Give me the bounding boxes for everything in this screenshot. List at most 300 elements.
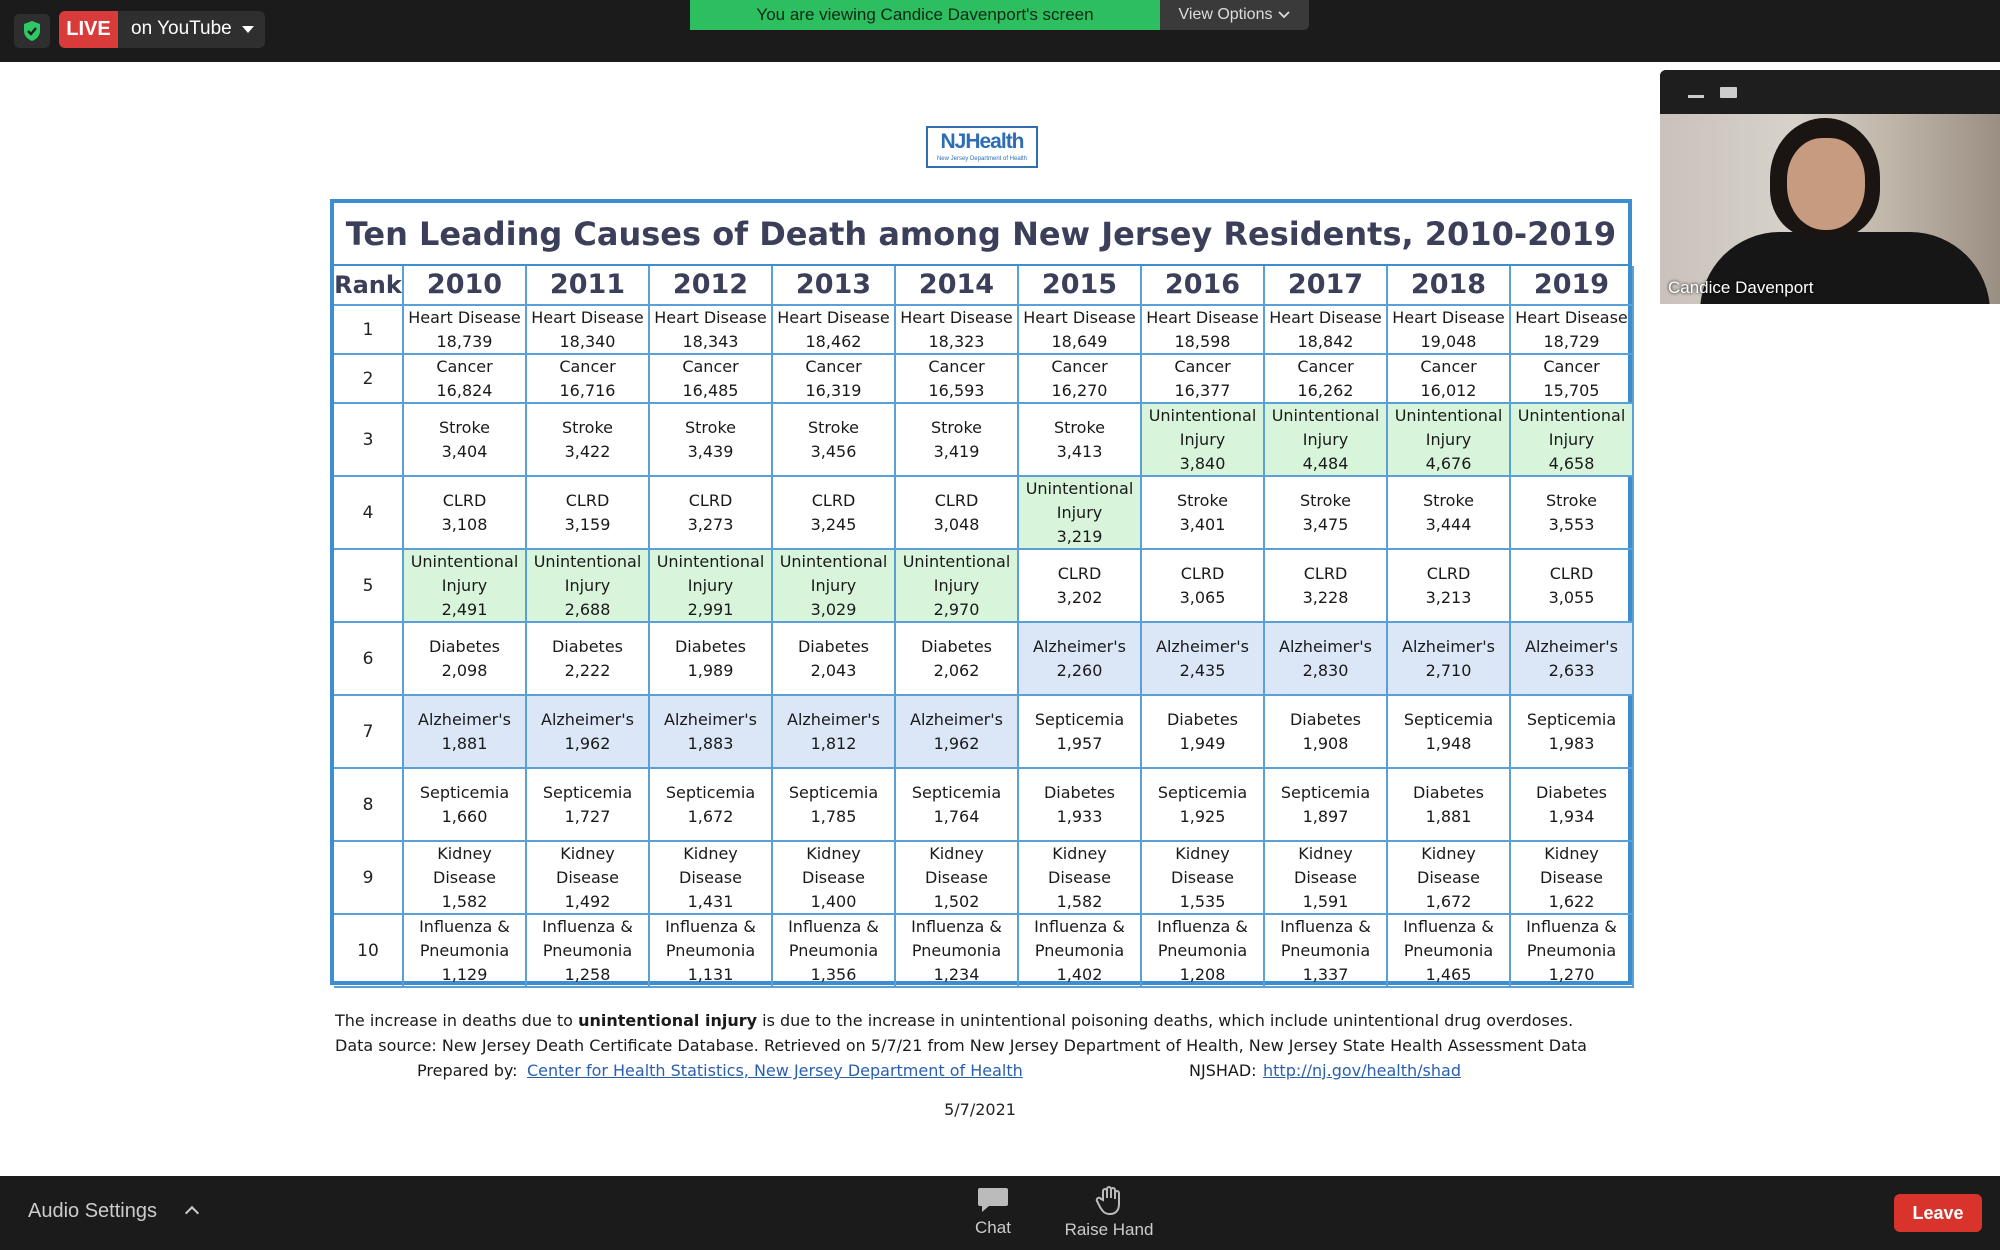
cause-name: Cancer [559,356,616,376]
cause-name: Heart Disease [900,307,1013,327]
cause-name: Diabetes [1412,782,1485,802]
death-count: 2,970 [933,599,980,619]
death-count: 3,401 [1179,514,1226,534]
death-count: 3,048 [933,514,980,534]
table-cell [527,404,650,477]
cause-name: Stroke [1054,417,1105,437]
table-cell [1019,623,1142,696]
chat-button[interactable] [938,1186,1048,1238]
table-cell [1019,306,1142,355]
cause-name: Septicemia [1526,709,1617,729]
note-line-3 [335,1058,1655,1083]
year-header: 2017 [1265,266,1388,306]
note-text: The increase in deaths due to [335,1011,579,1030]
video-panel-header [1660,70,2000,114]
cause-name: Alzheimer's [1525,636,1618,656]
table-cell [773,696,896,769]
cause-name: CLRD [1303,563,1348,583]
cause-name: Alzheimer's [1033,636,1126,656]
death-count: 1,622 [1548,891,1595,911]
cause-name: Diabetes [1043,782,1116,802]
prepared-by-label: Prepared by: [417,1061,518,1080]
note-bold-text: unintentional injury [578,1011,758,1030]
participant-name: Candice Davenport [1668,278,1814,297]
death-count: 18,649 [1051,331,1108,351]
cause-name: Diabetes [551,636,624,656]
table-cell [1142,355,1265,404]
cause-name: Cancer [928,356,985,376]
death-count: 1,131 [687,964,734,984]
death-count: 18,323 [928,331,985,351]
death-count: 1,337 [1302,964,1349,984]
cause-name: CLRD [811,490,856,510]
death-count: 1,208 [1179,964,1226,984]
death-count: 1,948 [1425,733,1472,753]
table-cell [1142,477,1265,550]
death-count: 16,485 [682,380,739,400]
year-header: 2013 [773,266,896,306]
death-count: 1,660 [441,806,488,826]
cause-name: Kidney Disease [556,843,619,887]
death-count: 4,658 [1548,453,1595,473]
cause-name: Kidney Disease [925,843,988,887]
death-count: 1,356 [810,964,857,984]
view-options-button[interactable] [1160,0,1309,30]
death-count: 1,591 [1302,891,1349,911]
note-line-2: Data source: New Jersey Death Certificate Database. Retrieved on 5/7/21 from New Jersey Department of Health, New Jersey State Health Assessment Data [335,1036,1587,1055]
leave-button[interactable]: Leave [1894,1194,1982,1232]
death-count: 2,062 [933,660,980,680]
cause-name: Diabetes [674,636,747,656]
death-count: 3,273 [687,514,734,534]
rank-cell: 10 [334,915,404,988]
top-toolbar [0,0,2000,62]
cause-name: Stroke [1300,490,1351,510]
death-count: 3,404 [441,441,488,461]
death-count: 16,262 [1297,380,1354,400]
cause-name: Heart Disease [777,307,890,327]
table-cell [1388,404,1511,477]
cause-name: Stroke [439,417,490,437]
table-cell [1511,623,1634,696]
death-count: 1,908 [1302,733,1349,753]
causes-of-death-table [330,199,1632,985]
death-count: 1,764 [933,806,980,826]
death-count: 3,422 [564,441,611,461]
death-count: 2,491 [441,599,488,619]
maximize-icon[interactable] [1720,87,1737,98]
cause-name: CLRD [1426,563,1471,583]
death-count: 3,444 [1425,514,1472,534]
cause-name: Diabetes [428,636,501,656]
death-count: 1,925 [1179,806,1226,826]
minimize-icon[interactable] [1688,95,1704,98]
cause-name: Kidney Disease [433,843,496,887]
njshad-label: NJSHAD: [1189,1061,1257,1080]
table-cell [1388,306,1511,355]
cause-name: Kidney Disease [1048,843,1111,887]
table-cell [1511,769,1634,842]
death-count: 2,222 [564,660,611,680]
death-count: 3,202 [1056,587,1103,607]
death-count: 18,340 [559,331,616,351]
cause-name: Septicemia [419,782,510,802]
death-count: 1,502 [933,891,980,911]
cause-name: Influenza & Pneumonia [1280,916,1371,960]
death-count: 16,824 [436,380,493,400]
death-count: 2,830 [1302,660,1349,680]
death-count: 1,989 [687,660,734,680]
cause-name: Influenza & Pneumonia [911,916,1002,960]
death-count: 1,582 [441,891,488,911]
cause-name: Septicemia [1280,782,1371,802]
table-cell [1019,355,1142,404]
death-count: 1,962 [933,733,980,753]
table-cell [650,769,773,842]
death-count: 1,535 [1179,891,1226,911]
death-count: 2,688 [564,599,611,619]
table-cell [1511,477,1634,550]
table-cell [1142,842,1265,915]
table-cell [650,696,773,769]
table-cell [1511,842,1634,915]
table-title: Ten Leading Causes of Death among New Jersey Residents, 2010-2019 [334,203,1628,266]
death-count: 1,983 [1548,733,1595,753]
table-cell [650,842,773,915]
death-count: 3,413 [1056,441,1103,461]
table-cell [527,915,650,988]
table-cell [650,623,773,696]
table-cell [527,550,650,623]
death-count: 3,553 [1548,514,1595,534]
table-cell [1142,550,1265,623]
table-cell [1265,550,1388,623]
participant-face [1787,138,1865,230]
table-cell [896,477,1019,550]
participant-video-panel[interactable] [1660,70,2000,304]
table-cell [404,915,527,988]
table-notes [335,1008,1655,1083]
caret-down-icon[interactable] [242,26,254,33]
death-count: 1,431 [687,891,734,911]
table-cell [650,915,773,988]
cause-name: Influenza & Pneumonia [665,916,756,960]
death-count: 1,234 [933,964,980,984]
cause-name: Unintentional Injury [1148,405,1257,449]
table-cell [1511,404,1634,477]
year-header: 2015 [1019,266,1142,306]
death-count: 1,672 [1425,891,1472,911]
cause-name: Cancer [682,356,739,376]
table-cell [896,915,1019,988]
table-cell [404,404,527,477]
death-count: 1,812 [810,733,857,753]
cause-name: CLRD [442,490,487,510]
cause-name: Unintentional Injury [1394,405,1503,449]
table-cell [896,306,1019,355]
cause-name: Kidney Disease [679,843,742,887]
death-count: 16,319 [805,380,862,400]
table-cell [896,355,1019,404]
table-cell [1265,477,1388,550]
rank-cell: 2 [334,355,404,404]
cause-name: Unintentional Injury [1025,478,1134,522]
table-cell [527,842,650,915]
death-count: 3,029 [810,599,857,619]
death-count: 4,676 [1425,453,1472,473]
cause-name: Alzheimer's [1279,636,1372,656]
cause-name: Cancer [1174,356,1231,376]
year-header: 2012 [650,266,773,306]
death-count: 1,934 [1548,806,1595,826]
death-count: 2,260 [1056,660,1103,680]
raise-hand-button[interactable] [1054,1186,1164,1240]
cause-name: Influenza & Pneumonia [542,916,633,960]
death-count: 3,456 [810,441,857,461]
cause-name: Stroke [931,417,982,437]
table-cell [1265,696,1388,769]
table-cell [1142,769,1265,842]
audio-settings-button[interactable]: Audio Settings [28,1200,157,1222]
death-count: 1,881 [441,733,488,753]
cause-name: Stroke [562,417,613,437]
cause-name: Influenza & Pneumonia [1157,916,1248,960]
rank-cell: 5 [334,550,404,623]
cause-name: Cancer [1420,356,1477,376]
raise-hand-label: Raise Hand [1064,1220,1154,1239]
death-count: 1,962 [564,733,611,753]
note-line-1 [335,1008,1655,1033]
logo-text: NJHealth [940,130,1024,153]
table-cell [527,477,650,550]
death-count: 1,933 [1056,806,1103,826]
cause-name: Unintentional Injury [1517,405,1626,449]
security-shield-icon[interactable] [14,14,50,48]
death-count: 1,400 [810,891,857,911]
cause-name: Alzheimer's [1156,636,1249,656]
cause-name: Kidney Disease [802,843,865,887]
death-count: 1,957 [1056,733,1103,753]
cause-name: Septicemia [665,782,756,802]
death-count: 1,949 [1179,733,1226,753]
cause-name: Heart Disease [654,307,767,327]
cause-name: CLRD [1057,563,1102,583]
death-count: 4,484 [1302,453,1349,473]
table-cell [1388,623,1511,696]
death-count: 1,897 [1302,806,1349,826]
table-cell [404,696,527,769]
nj-health-logo [926,126,1038,168]
note-text: is due to the increase in unintentional poisoning deaths, which include unintentional drug overdoses. [757,1011,1574,1030]
view-options-label: View Options [1178,6,1273,23]
death-count: 15,705 [1543,380,1600,400]
chevron-up-icon[interactable] [185,1206,199,1220]
death-count: 3,228 [1302,587,1349,607]
chat-icon [977,1186,1009,1214]
death-count: 16,270 [1051,380,1108,400]
cause-name: Unintentional Injury [1271,405,1380,449]
cause-name: Cancer [1543,356,1600,376]
table-cell [1511,550,1634,623]
death-count: 1,883 [687,733,734,753]
cause-name: Heart Disease [1023,307,1136,327]
cause-name: Influenza & Pneumonia [1034,916,1125,960]
death-count: 2,991 [687,599,734,619]
cause-name: Heart Disease [1146,307,1259,327]
table-cell [1265,355,1388,404]
cause-name: Influenza & Pneumonia [788,916,879,960]
cause-name: Stroke [685,417,736,437]
chat-label: Chat [975,1218,1011,1237]
table-cell [650,355,773,404]
year-header: 2018 [1388,266,1511,306]
year-header: 2016 [1142,266,1265,306]
table-cell [896,842,1019,915]
cause-name: Alzheimer's [910,709,1003,729]
death-count: 18,842 [1297,331,1354,351]
njshad-link[interactable]: http://nj.gov/health/shad [1263,1061,1461,1080]
death-count: 1,492 [564,891,611,911]
rank-cell: 7 [334,696,404,769]
table-cell [404,842,527,915]
table-cell [896,696,1019,769]
death-count: 3,055 [1548,587,1595,607]
death-count: 1,129 [441,964,488,984]
table-cell [896,623,1019,696]
table-cell [896,550,1019,623]
table-cell [1142,404,1265,477]
year-header: 2019 [1511,266,1634,306]
death-count: 2,098 [441,660,488,680]
cause-name: Diabetes [1535,782,1608,802]
table-cell [773,355,896,404]
death-count: 3,475 [1302,514,1349,534]
cause-name: Influenza & Pneumonia [419,916,510,960]
cause-name: Diabetes [797,636,870,656]
table-cell [1265,623,1388,696]
document-date: 5/7/2021 [944,1100,1016,1119]
table-cell [1019,550,1142,623]
death-count: 1,402 [1056,964,1103,984]
table-cell [650,550,773,623]
table-cell [1388,842,1511,915]
table-cell [1511,306,1634,355]
death-count: 16,012 [1420,380,1477,400]
cause-name: Stroke [808,417,859,437]
cause-name: Septicemia [1403,709,1494,729]
table-cell [1019,696,1142,769]
table-cell [404,477,527,550]
cause-name: Alzheimer's [664,709,757,729]
death-count: 2,435 [1179,660,1226,680]
death-count: 18,739 [436,331,493,351]
cause-name: Cancer [436,356,493,376]
table-cell [1511,915,1634,988]
cause-name: Unintentional Injury [902,551,1011,595]
rank-cell: 8 [334,769,404,842]
table-cell [1388,477,1511,550]
death-count: 3,219 [1056,526,1103,546]
cause-name: Unintentional Injury [779,551,888,595]
table-cell [1265,842,1388,915]
table-cell [527,623,650,696]
death-count: 16,593 [928,380,985,400]
bottom-toolbar [0,1176,2000,1250]
death-count: 3,108 [441,514,488,534]
cause-name: Septicemia [1034,709,1125,729]
table-cell [773,623,896,696]
table-cell [1019,842,1142,915]
table-cell [527,306,650,355]
cause-name: Influenza & Pneumonia [1403,916,1494,960]
cause-name: Heart Disease [1269,307,1382,327]
table-cell [1388,915,1511,988]
death-count: 2,710 [1425,660,1472,680]
death-count: 18,462 [805,331,862,351]
rank-cell: 3 [334,404,404,477]
table-cell [1265,769,1388,842]
table-cell [404,769,527,842]
rank-cell: 9 [334,842,404,915]
table-cell [1265,915,1388,988]
cause-name: Unintentional Injury [533,551,642,595]
death-count: 18,729 [1543,331,1600,351]
cause-name: CLRD [565,490,610,510]
cause-name: Unintentional Injury [656,551,765,595]
year-header: 2011 [527,266,650,306]
table-cell [896,404,1019,477]
cause-name: Septicemia [542,782,633,802]
table-cell [773,842,896,915]
table-cell [773,915,896,988]
cause-name: Heart Disease [408,307,521,327]
table-cell [650,306,773,355]
cause-name: Diabetes [1289,709,1362,729]
death-count: 2,633 [1548,660,1595,680]
table-cell [1388,355,1511,404]
death-count: 1,785 [810,806,857,826]
table-cell [773,477,896,550]
table-cell [1019,769,1142,842]
live-stream-indicator[interactable] [59,11,265,48]
table-cell [773,550,896,623]
table-cell [404,306,527,355]
table-cell [1142,696,1265,769]
cause-name: Heart Disease [1515,307,1628,327]
death-count: 1,465 [1425,964,1472,984]
year-header: 2010 [404,266,527,306]
prepared-by-link[interactable]: Center for Health Statistics, New Jersey Department of Health [527,1061,1023,1080]
participant-video-feed [1660,114,2000,304]
table-cell [527,355,650,404]
cause-name: Stroke [1177,490,1228,510]
logo-subtext: New Jersey Department of Health [936,156,1028,162]
death-count: 1,270 [1548,964,1595,984]
table-cell [1388,769,1511,842]
death-count: 16,377 [1174,380,1231,400]
cause-name: Kidney Disease [1294,843,1357,887]
cause-name: Alzheimer's [418,709,511,729]
cause-name: Diabetes [920,636,993,656]
death-count: 1,881 [1425,806,1472,826]
cause-name: Unintentional Injury [410,551,519,595]
table-cell [1511,696,1634,769]
table-cell [404,355,527,404]
year-header: 2014 [896,266,1019,306]
death-count: 1,672 [687,806,734,826]
cause-name: Cancer [1297,356,1354,376]
cause-name: Kidney Disease [1540,843,1603,887]
